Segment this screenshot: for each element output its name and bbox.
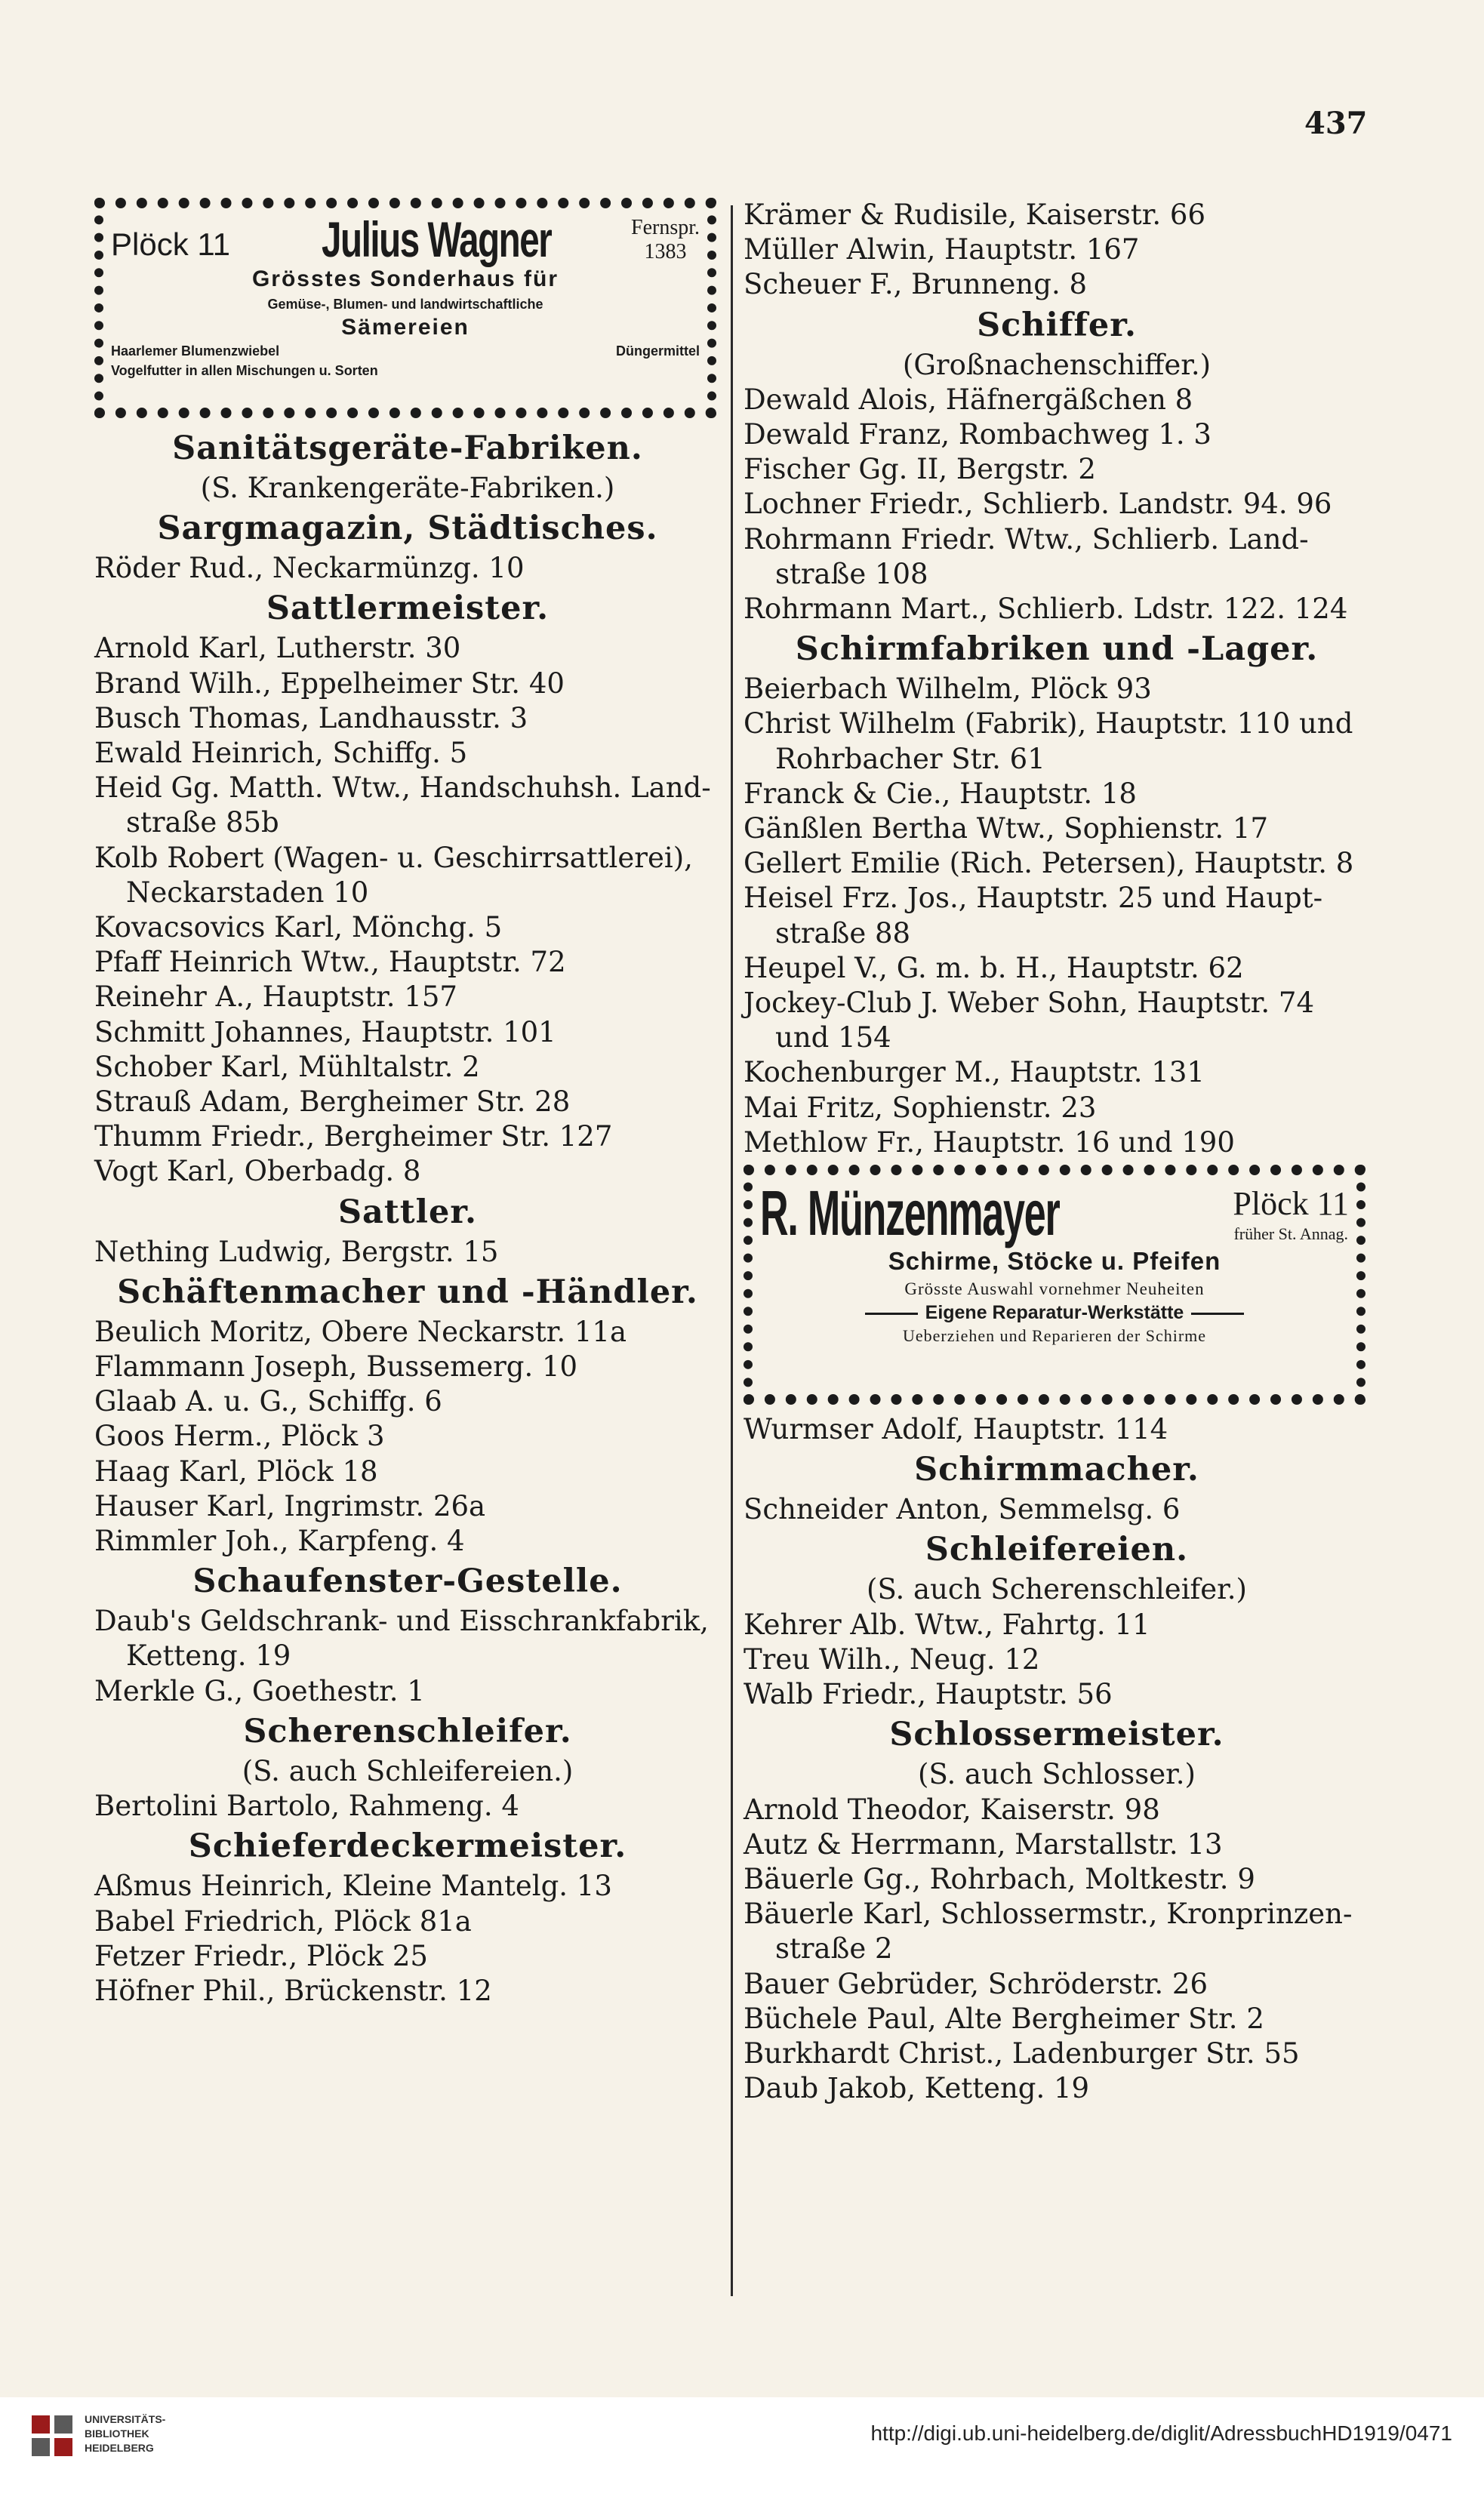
library-line-3: HEIDELBERG <box>85 2442 154 2454</box>
directory-entry: Büchele Paul, Alte Bergheimer Str. 2 <box>744 2002 1264 2035</box>
directory-entry: Daub Jakob, Ketteng. 19 <box>744 2072 1090 2105</box>
directory-entry: Pfaff Heinrich Wtw., Hauptstr. 72 <box>94 946 566 979</box>
directory-entry: Nething Ludwig, Bergstr. 15 <box>94 1235 499 1268</box>
directory-entry: Aßmus Heinrich, Kleine Mantelg. 13 <box>94 1870 612 1903</box>
ad-julius-wagner <box>94 198 716 418</box>
directory-entry: Kochenburger M., Hauptstr. 131 <box>744 1056 1205 1089</box>
directory-entry-continuation: Neckarstaden 10 <box>126 876 369 909</box>
ad-muenzen-name: R. Münzenmayer <box>760 1178 1060 1249</box>
directory-entry: Methlow Fr., Hauptstr. 16 und 190 <box>744 1125 1235 1159</box>
directory-entry: Gänßlen Bertha Wtw., Sophienstr. 17 <box>744 812 1269 845</box>
directory-entry: Jockey-Club J. Weber Sohn, Hauptstr. 74 <box>744 987 1314 1020</box>
directory-entry: Vogt Karl, Oberbadg. 8 <box>94 1155 421 1188</box>
directory-entry: Schober Karl, Mühltalstr. 2 <box>94 1050 480 1083</box>
section-note: (S. auch Schlosser.) <box>918 1758 1196 1791</box>
ad-wagner-phone-block <box>631 216 700 264</box>
section-heading: Schieferdeckermeister. <box>188 1827 627 1866</box>
directory-entry: Kehrer Alb. Wtw., Fahrtg. 11 <box>744 1608 1150 1641</box>
directory-entry: Rimmler Joh., Karpfeng. 4 <box>94 1525 465 1558</box>
directory-entry: Dewald Alois, Häfnergäßchen 8 <box>744 383 1193 416</box>
directory-entry: Höfner Phil., Brückenstr. 12 <box>94 1974 492 2007</box>
footer-bar <box>0 2397 1484 2509</box>
ad-wagner-line2: Gemüse-, Blumen- und landwirtschaftliche <box>267 297 543 312</box>
ad-muenzen-rule-left <box>865 1313 918 1315</box>
ad-wagner-address: Plöck 11 <box>111 226 230 262</box>
directory-entry-continuation: straße 108 <box>775 557 928 590</box>
directory-entry: Walb Friedr., Hauptstr. 56 <box>744 1678 1113 1711</box>
directory-entry: Treu Wilh., Neug. 12 <box>744 1642 1040 1676</box>
ad-wagner-phone-number: 1383 <box>644 240 687 263</box>
directory-entry: Kovacsovics Karl, Mönchg. 5 <box>94 911 503 944</box>
directory-entry-continuation: straße 2 <box>775 1932 893 1966</box>
directory-entry: Bäuerle Karl, Schlossermstr., Kronprinzen- <box>744 1898 1353 1931</box>
directory-entry: Schneider Anton, Semmelsg. 6 <box>744 1493 1181 1526</box>
ad-muenzen-line4: Ueberziehen und Reparieren der Schirme <box>902 1326 1207 1346</box>
section-heading: Scherenschleifer. <box>243 1712 572 1750</box>
directory-entry: Burkhardt Christ., Ladenburger Str. 55 <box>744 2036 1300 2070</box>
section-heading: Sattler. <box>337 1193 477 1231</box>
ad-wagner-line5: Vogelfutter in allen Mischungen u. Sorten <box>111 363 378 378</box>
page-number: 437 <box>1304 106 1368 141</box>
directory-entry: Rohrmann Mart., Schlierb. Ldstr. 122. 124 <box>744 593 1348 626</box>
directory-entry: Reinehr A., Hauptstr. 157 <box>94 981 457 1014</box>
section-heading: Schiffer. <box>977 306 1137 344</box>
directory-entry: Gellert Emilie (Rich. Petersen), Hauptstr. 8 <box>744 847 1354 880</box>
left-column <box>94 198 721 2009</box>
directory-entry: Beulich Moritz, Obere Neckarstr. 11a <box>94 1315 627 1348</box>
directory-entry: Franck & Cie., Hauptstr. 18 <box>744 777 1137 810</box>
section-heading: Sanitätsgeräte-Fabriken. <box>172 429 643 467</box>
directory-entry: Arnold Karl, Lutherstr. 30 <box>94 632 461 665</box>
right-sections-bottom <box>744 1412 1370 2106</box>
ad-wagner-name: Julius Wagner <box>322 211 552 267</box>
ad-muenzen-former-address: früher St. Annag. <box>1233 1224 1348 1244</box>
directory-entry: Rohrmann Friedr. Wtw., Schlierb. Land- <box>744 522 1309 556</box>
directory-entry: Wurmser Adolf, Hauptstr. 114 <box>744 1413 1168 1446</box>
directory-entry: Beierbach Wilhelm, Plöck 93 <box>744 673 1152 706</box>
ad-muenzen-address: Plöck 11 <box>1233 1185 1349 1223</box>
ad-muenzen-rule-right <box>1191 1313 1244 1315</box>
directory-entry: Scheuer F., Brunneng. 8 <box>744 268 1088 301</box>
ad-wagner-tagline: Grösstes Sonderhaus für <box>251 266 559 291</box>
directory-entry: Fetzer Friedr., Plöck 25 <box>94 1939 428 1972</box>
library-line-2: BIBLIOTHEK <box>85 2427 149 2440</box>
ad-muenzen-line3: Eigene Reparatur-Werkstätte <box>925 1302 1184 1324</box>
directory-entry: Röder Rud., Neckarmünzg. 10 <box>94 552 525 585</box>
ad-muenzen-header <box>760 1178 1349 1249</box>
directory-entry: Mai Fritz, Sophienstr. 23 <box>744 1091 1097 1124</box>
section-heading: Schirmfabriken und -Lager. <box>795 630 1319 669</box>
directory-entry: Brand Wilh., Eppelheimer Str. 40 <box>94 667 565 700</box>
directory-entry: Lochner Friedr., Schlierb. Landstr. 94. 96 <box>744 488 1332 521</box>
ad-wagner-line3: Sämereien <box>341 315 470 340</box>
ad-wagner-line4-right: Düngermittel <box>615 343 700 359</box>
directory-entry: Busch Thomas, Landhausstr. 3 <box>94 701 528 734</box>
directory-entry: Bertolini Bartolo, Rahmeng. 4 <box>94 1790 519 1823</box>
section-heading: Schäftenmacher und -Händler. <box>117 1273 698 1311</box>
directory-entry: Arnold Theodor, Kaiserstr. 98 <box>744 1793 1160 1826</box>
section-heading: Schlossermeister. <box>889 1716 1224 1754</box>
library-name <box>85 2412 165 2455</box>
ad-muenzen-address-block <box>1233 1184 1349 1245</box>
directory-entry: Daub's Geldschrank- und Eisschrankfabrik, <box>94 1605 709 1638</box>
directory-entry: Bäuerle Gg., Rohrbach, Moltkestr. 9 <box>744 1862 1255 1895</box>
directory-entry-continuation: Rohrbacher Str. 61 <box>775 742 1045 775</box>
directory-entry: Müller Alwin, Hauptstr. 167 <box>744 233 1140 266</box>
section-heading: Sattlermeister. <box>266 590 550 628</box>
directory-entry: Heid Gg. Matth. Wtw., Handschuhsh. Land- <box>94 771 711 805</box>
section-heading: Schleifereien. <box>925 1531 1189 1569</box>
directory-entry-continuation: straße 88 <box>775 916 911 950</box>
directory-entry: Autz & Herrmann, Marstallstr. 13 <box>744 1827 1223 1861</box>
section-heading: Schaufenster-Gestelle. <box>192 1562 623 1601</box>
right-sections-top <box>744 198 1370 1160</box>
directory-entry: Christ Wilhelm (Fabrik), Hauptstr. 110 und <box>744 707 1353 740</box>
section-note: (S. auch Scherenschleifer.) <box>867 1573 1247 1606</box>
directory-entry: Heupel V., G. m. b. H., Hauptstr. 62 <box>744 951 1244 984</box>
library-line-1: UNIVERSITÄTS- <box>85 2413 166 2425</box>
section-note: (S. auch Schleifereien.) <box>242 1754 574 1787</box>
directory-entry: Kolb Robert (Wagen- u. Geschirrsattlerei), <box>94 841 693 874</box>
ad-wagner-line4 <box>111 341 700 361</box>
directory-entry: Strauß Adam, Bergheimer Str. 28 <box>94 1085 571 1119</box>
directory-entry: Fischer Gg. II, Bergstr. 2 <box>744 453 1096 486</box>
directory-entry: Glaab A. u. G., Schiffg. 6 <box>94 1385 442 1418</box>
directory-entry: Merkle G., Goethestr. 1 <box>94 1674 425 1707</box>
directory-entry-continuation: straße 85b <box>126 806 279 839</box>
ad-wagner-line4-left: Haarlemer Blumenzwiebel <box>111 343 280 359</box>
section-heading: Schirmmacher. <box>914 1451 1199 1489</box>
directory-entry: Babel Friedrich, Plöck 81a <box>94 1904 472 1938</box>
directory-entry-continuation: Ketteng. 19 <box>126 1639 291 1673</box>
section-note: (Großnachenschiffer.) <box>902 348 1212 381</box>
ad-wagner-phone-label: Fernspr. <box>631 216 700 239</box>
directory-entry: Schmitt Johannes, Hauptstr. 101 <box>94 1015 556 1048</box>
left-sections <box>94 426 721 2009</box>
section-note: (S. Krankengeräte-Fabriken.) <box>200 472 615 504</box>
directory-entry: Ewald Heinrich, Schiffg. 5 <box>94 737 468 770</box>
source-url-link[interactable]: http://digi.ub.uni-heidelberg.de/diglit/AdressbuchHD1919/0471 <box>870 2421 1452 2445</box>
directory-entry: Krämer & Rudisile, Kaiserstr. 66 <box>744 199 1205 231</box>
directory-entry: Goos Herm., Plöck 3 <box>94 1420 385 1453</box>
directory-entry: Flammann Joseph, Bussemerg. 10 <box>94 1350 578 1384</box>
ad-muenzenmayer <box>744 1165 1365 1405</box>
directory-entry: Dewald Franz, Rombachweg 1. 3 <box>744 418 1212 451</box>
directory-entry: Hauser Karl, Ingrimstr. 26a <box>94 1489 486 1522</box>
ad-muenzen-line3-row <box>760 1301 1349 1325</box>
library-logo-icon <box>30 2414 74 2458</box>
ad-wagner-header <box>111 211 700 267</box>
directory-entry: Bauer Gebrüder, Schröderstr. 26 <box>744 1967 1208 2000</box>
section-heading: Sargmagazin, Städtisches. <box>157 509 658 548</box>
right-column <box>744 198 1370 2106</box>
directory-entry: Heisel Frz. Jos., Hauptstr. 25 und Haupt- <box>744 882 1323 915</box>
directory-entry: Thumm Friedr., Bergheimer Str. 127 <box>94 1120 613 1153</box>
ad-muenzen-line2: Grösste Auswahl vornehmer Neuheiten <box>904 1279 1205 1299</box>
directory-entry: Haag Karl, Plöck 18 <box>94 1455 378 1488</box>
ad-muenzen-tagline: Schirme, Stöcke u. Pfeifen <box>888 1247 1221 1276</box>
column-divider <box>731 205 733 2296</box>
directory-entry-continuation: und 154 <box>775 1021 891 1054</box>
